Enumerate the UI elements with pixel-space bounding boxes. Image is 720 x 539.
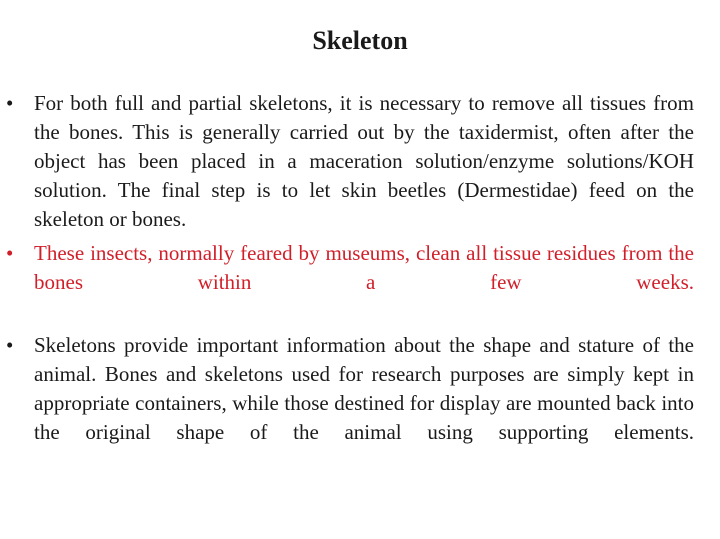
bullet-item-3 [6,331,694,447]
bullet-item-1 [6,89,694,234]
bullet-marker: • [6,241,14,265]
bullet-item-2 [6,239,694,297]
slide-title: Skeleton [312,26,408,55]
bullet-marker: • [6,91,14,115]
bullet-marker: • [6,333,14,357]
bullet-text: These insects, normally feared by museums, clean all tissue residues from the bones within a few weeks. [34,241,694,294]
bullet-text: For both full and partial skeletons, it is necessary to remove all tissues from the bones. This is generally carried out by the taxidermist, often after the object has been placed in a maceration solution/enzyme solutions/KOH solution. The final step is to let skin beetles (Dermestidae) feed on the skeleton or bones. [34,91,694,231]
bullet-text: Skeletons provide important information about the shape and stature of the animal. Bones and skeletons used for research purposes are simply kept in appropriate containers, while those destined for display are mounted back into the original shape of the animal using supporting elements. [34,333,694,444]
